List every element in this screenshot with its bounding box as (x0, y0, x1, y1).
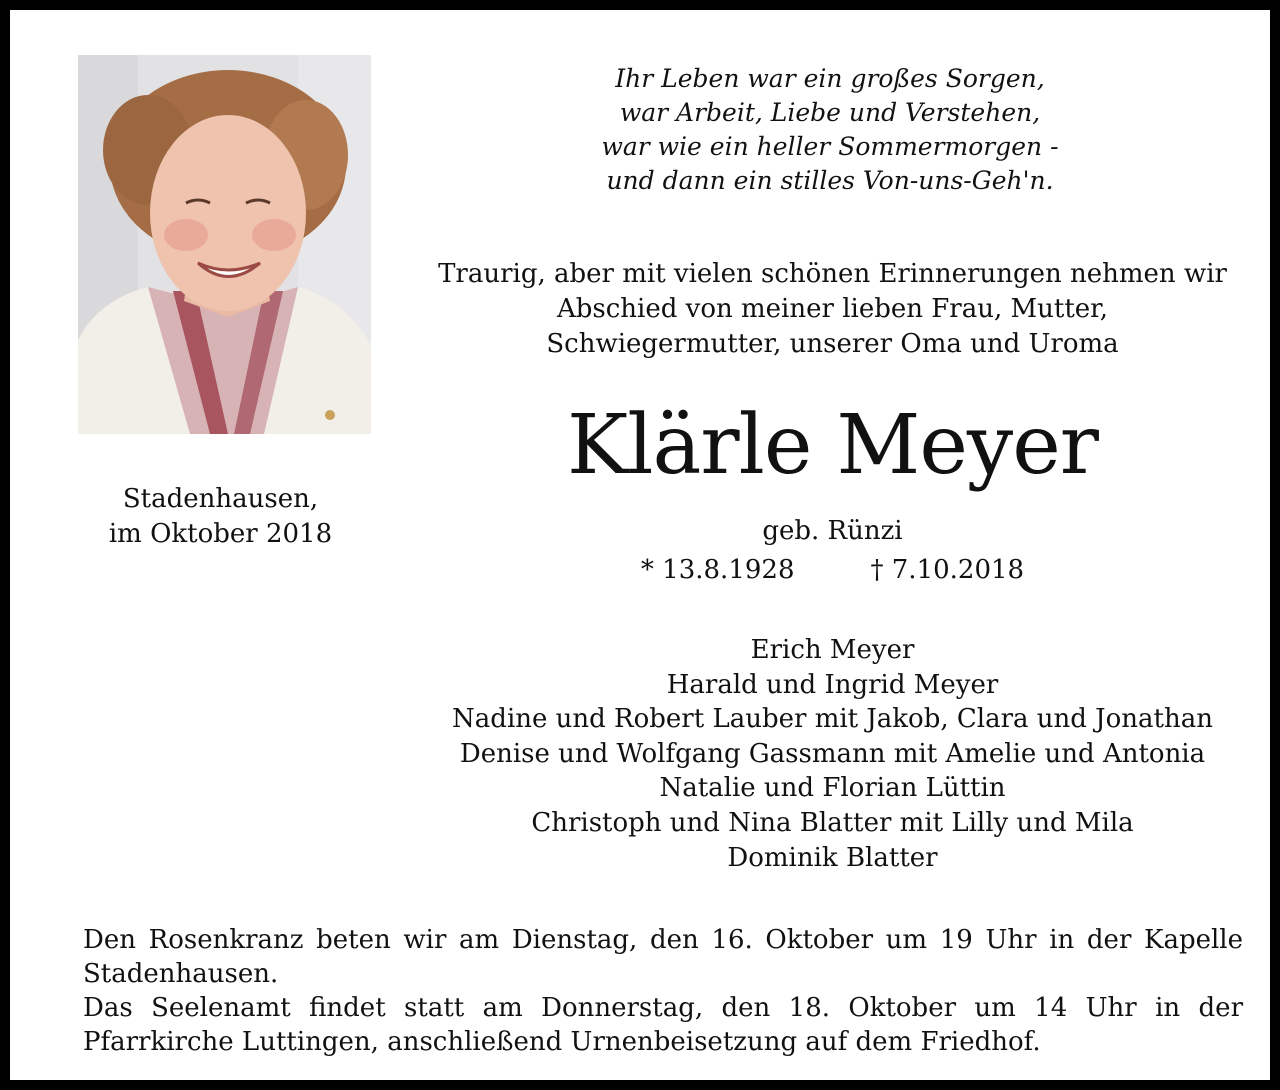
mourner-line: Nadine und Robert Lauber mit Jakob, Clara und Jonathan (452, 704, 1213, 735)
poem-line: war wie ein heller Sommermorgen - (601, 132, 1059, 161)
portrait-photo (78, 55, 371, 434)
poem-line: Ihr Leben war ein großes Sorgen, (615, 64, 1045, 93)
farewell-line: Abschied von meiner lieben Frau, Mutter, (556, 294, 1108, 324)
deceased-name: Klärle Meyer (567, 398, 1098, 493)
memorial-poem (430, 62, 1230, 198)
requiem-notice: Das Seelenamt findet statt am Donnerstag, den 18. Oktober um 14 Uhr in der Pfarrkirche Luttingen, anschließend Urnenbeisetzung auf dem Friedhof. (83, 993, 1243, 1057)
birth-date: * 13.8.1928 (640, 555, 795, 585)
date-line: im Oktober 2018 (108, 519, 333, 549)
death-date: † 7.10.2018 (870, 555, 1025, 585)
service-information (83, 923, 1243, 1059)
rosary-notice: Den Rosenkranz beten wir am Dienstag, den 16. Oktober um 19 Uhr in der Kapelle Stadenhausen. (83, 925, 1243, 989)
farewell-text (430, 257, 1235, 362)
poem-line: und dann ein stilles Von-uns-Geh'n. (606, 166, 1054, 195)
mourners-list (430, 633, 1235, 875)
farewell-line: Traurig, aber mit vielen schönen Erinnerungen nehmen wir (438, 259, 1227, 289)
mourner-line: Harald und Ingrid Meyer (666, 669, 999, 700)
mourner-line: Natalie und Florian Lüttin (659, 773, 1006, 804)
mourner-line: Erich Meyer (750, 635, 915, 665)
place-line: Stadenhausen, (122, 484, 319, 514)
birth-name: geb. Rünzi (762, 516, 903, 546)
poem-line: war Arbeit, Liebe und Verstehen, (619, 98, 1041, 127)
life-dates (430, 552, 1235, 588)
farewell-line: Schwiegermutter, unserer Oma und Uroma (546, 329, 1119, 359)
mourner-line: Dominik Blatter (727, 842, 938, 873)
place-and-date (78, 482, 363, 552)
mourner-line: Christoph und Nina Blatter mit Lilly und Mila (531, 807, 1134, 838)
mourner-line: Denise und Wolfgang Gassmann mit Amelie und Antonia (459, 738, 1206, 769)
